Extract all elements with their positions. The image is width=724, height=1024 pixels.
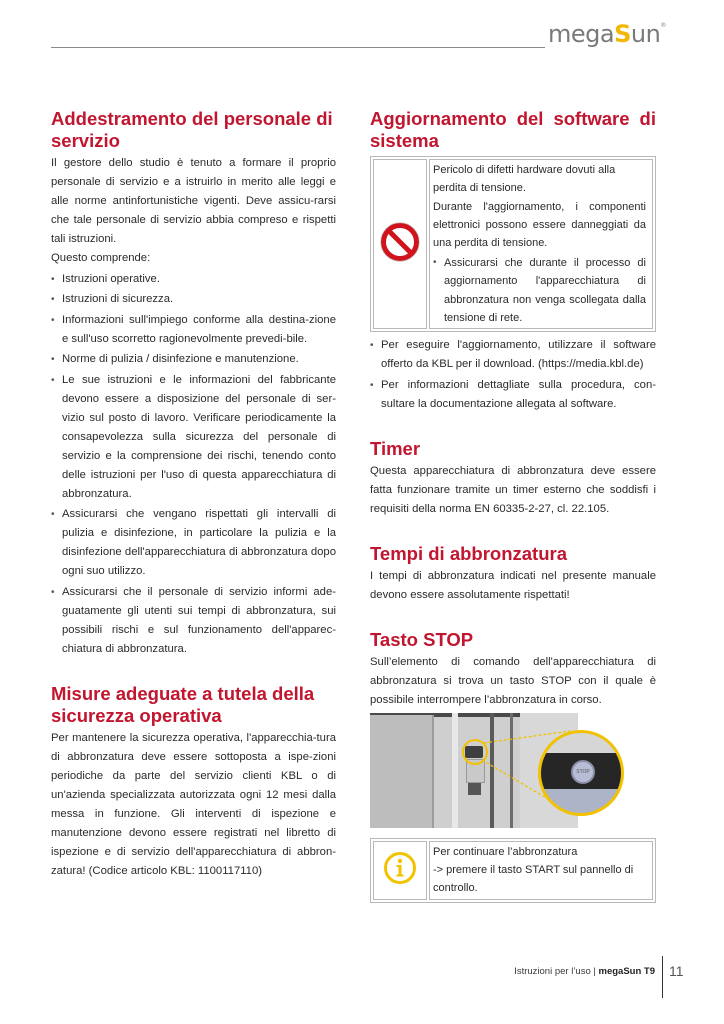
footer-doc-text: Istruzioni per l’uso | (514, 966, 599, 977)
safety-measures-body: Per mantenere la sicurezza operativa, l'apparecchia-tura di abbronzatura deve essere sottoposta a ispe-zioni periodiche da parte del servizio clienti KBL o di un'azienda specializzata autorizzata ogni 12 mesi dalla messa in funzione. Gli interventi di ispezione e manutenzione devono essere registrati nel libretto di ispezione e di servizio dell'apparecchiatura di abbron-zatura! (Codice articolo KBL: 1100117110) (51, 731, 336, 877)
prohibition-icon (380, 249, 420, 266)
info-text-cell (429, 841, 653, 900)
list-item: • Assicurarsi che vengano rispettati gli intervalli di pulizia e disinfezione, in particolare la pulizia e la disinfezione dell'apparecchiatura di abbronzatura dopo ogni suo utilizzo. (51, 505, 336, 581)
training-lead: Questo comprende: (51, 252, 151, 264)
highlight-ring (462, 739, 488, 765)
warning-notice (370, 156, 656, 332)
title-word: Aggiornamento (370, 108, 507, 129)
info-icon-cell (373, 841, 427, 900)
stop-button-illustration (370, 713, 590, 828)
right-column (370, 108, 656, 903)
photo-rail (490, 713, 494, 828)
detail-top (541, 733, 621, 753)
title-word: del (516, 108, 544, 129)
section-title-safety-measures: Misure adeguate a tutela della sicurezza operativa (51, 682, 315, 726)
photo-rail (510, 713, 513, 828)
section-title-timer: Timer (370, 437, 421, 459)
warning-icon-cell (373, 159, 427, 329)
registered-mark: ® (660, 22, 666, 29)
photo-panel (370, 715, 434, 828)
logo-text-mega: mega (548, 20, 615, 48)
control-display (468, 783, 481, 795)
list-item: • Per eseguire l'aggiornamento, utilizzare il software offerto da KBL per il download. (https://media.kbl.de) (370, 336, 656, 374)
zoom-detail-circle (538, 730, 624, 816)
list-item: • Assicurarsi che durante il processo di aggiornamento l'apparecchiatura di abbronzatura non venga scollegata dalla tensione di rete. (433, 254, 646, 327)
logo-text-un: un (630, 20, 661, 48)
warning-list (433, 254, 646, 327)
footer-product-name: megaSun T9 (598, 966, 655, 977)
info-notice (370, 838, 656, 903)
footer-doc-label (514, 966, 655, 977)
software-update-list (370, 336, 656, 414)
left-column (51, 108, 336, 881)
section-title-training: Addestramento del personale di servizio (51, 108, 333, 151)
training-list (51, 270, 336, 659)
list-item: • Le sue istruzioni e le informazioni del fabbricante devono essere a disposizione del personale di ser-vizio sul posto di lavoro. Verificare periodicamente la consapevolezza sulla sicurezza del personale di servizio e la comprensione dei rischi, tenendo conto delle istruzioni per l'uso di questa apparecchiatura di abbronzatura. (51, 371, 336, 504)
header-rule (51, 47, 545, 48)
info-line-2: -> premere il tasto START sul pannello di controllo. (433, 863, 634, 895)
stop-button-body: Sull’elemento di comando dell'apparecchiatura di abbronzatura si trova un tasto STOP con il quale è possibile interrompere l’abbronzatura in corso. (370, 655, 656, 706)
title-word: software (553, 108, 630, 129)
list-item: • Istruzioni di sicurezza. (51, 290, 336, 309)
info-line-1: Per continuare l’abbronzatura (433, 845, 578, 858)
section-title-tanning-times: Tempi di abbronzatura (370, 542, 568, 564)
warning-line-1: Pericolo di difetti hardware dovuti alla perdita di tensione. (433, 164, 616, 195)
page-number: 11 (669, 963, 684, 979)
list-item: • Istruzioni operative. (51, 270, 336, 289)
footer-divider (662, 956, 663, 998)
timer-body: Questa apparecchiatura di abbronzatura deve essere fatta funzionare tramite un timer esterno che soddisfi i requisiti della norma EN 60335-2-27, cl. 22.105. (370, 464, 656, 515)
logo-text-s: S (614, 20, 631, 48)
list-item: • Norme di pulizia / disinfezione e manutenzione. (51, 350, 336, 369)
list-item: • Informazioni sull'impiego conforme alla destina-zione e sull'uso scorretto ragionevolmente prevedi-bile. (51, 311, 336, 349)
warning-text-cell (429, 159, 653, 329)
training-intro: Il gestore dello studio è tenuto a formare il proprio personale di servizio e a istruirlo in merito alle leggi e alle norme antinfortunistiche vigenti. Deve assicu-rarsi che tale personale di servizio abbia compreso e rispetti tali istruzioni. (51, 157, 336, 245)
tanning-times-body: I tempi di abbronzatura indicati nel presente manuale devono essere assolutamente rispettati! (370, 569, 656, 601)
section-title-software-update-line2: sistema (370, 130, 439, 151)
warning-line-2: Durante l'aggiornamento, i componenti elettronici possono essere danneggiati da una perdita di tensione. (433, 200, 646, 250)
section-title-stop-button: Tasto STOP (370, 628, 474, 650)
info-icon (383, 872, 417, 889)
stop-button-graphic: STOP (571, 760, 595, 784)
photo-rail (452, 713, 458, 828)
list-item: • Assicurarsi che il personale di servizio informi ade-guatamente gli utenti sui tempi di abbronzatura, sui possibili rischi e sul funzionamento dell'apparec-chiatura di abbronzatura. (51, 583, 336, 659)
section-title-software-update (370, 108, 656, 130)
title-word: di (639, 108, 656, 129)
brand-logo (548, 20, 666, 48)
list-item: • Per informazioni dettagliate sulla procedura, con-sultare la documentazione allegata al software. (370, 376, 656, 414)
